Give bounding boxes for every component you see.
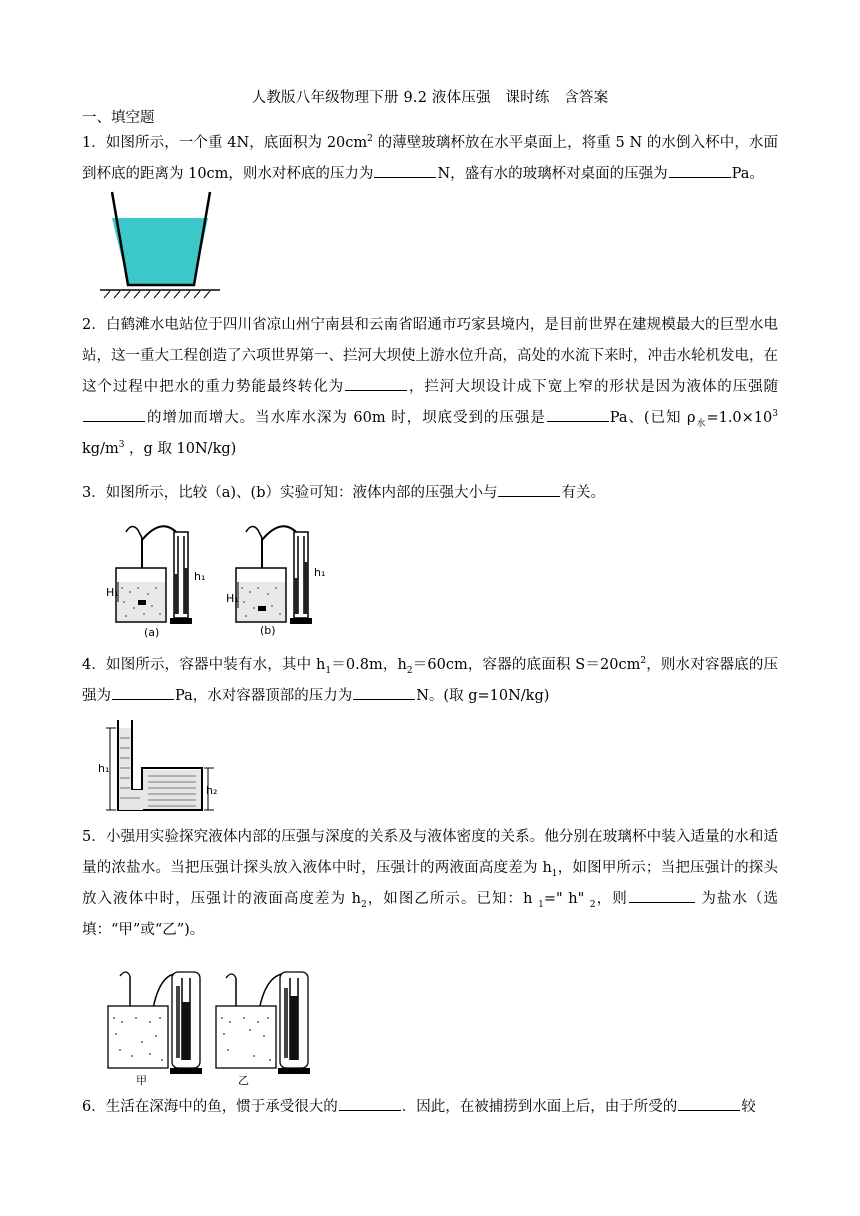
label-H1-a: H₁ (106, 586, 119, 599)
figure-manometer-jia-yi (106, 966, 312, 1086)
question-number: 4． (82, 657, 107, 673)
label-h1: h₁ (98, 762, 110, 775)
figure-manometer-ab (104, 518, 336, 642)
figure-glass-on-table (98, 190, 222, 300)
answer-blank[interactable] (339, 1096, 401, 1111)
apparatus-a (106, 526, 205, 639)
question-number: 6． (82, 1099, 106, 1115)
table-hatching (104, 291, 210, 298)
apparatus-yi (216, 972, 310, 1086)
label-H1-b: H₁ (226, 592, 239, 605)
label-jia: 甲 (136, 1074, 147, 1086)
answer-blank[interactable] (678, 1096, 740, 1111)
question-2: 2．白鹤滩水电站位于四川省凉山州宁南县和云南省昭通市巧家县境内，是目前世界在建规模最大的巨型水电站，这一重大工程创造了六项世界第一、拦河大坝使上游水位升高，高处的水流下来时，冲击水轮机发电，在这个过程中把水的重力势能最终转化为 ，拦河大坝设计成下宽上窄的形状是因为液体的压强随的增加而增大。当水库水深为 60m 时，坝底受到的压强是 Pa、(已知 $\rho_水=1.0\times 10^3$ $kg/m^3$ ，g 取 10N/kg) (82, 317, 779, 457)
question-5: 5．小强用实验探究液体内部的压强与深度的关系及与液体密度的关系。他分别在玻璃杯中装入适量的水和适量的浓盐水。当把压强计探头放入液体中时，压强计的两液面高度差为 $h_1$，如图甲所示；当把压强计的探头放入液体中时，压强计的液面高度差为 $h_2$，如图乙所示。已知：h $_1$=" h" $_2$，则 为盐水（选填：“甲”或“乙”)。 (82, 829, 779, 938)
page-title: 人教版八年级物理下册 9.2 液体压强 课时练 含答案 (251, 90, 609, 106)
answer-blank[interactable] (374, 163, 436, 178)
question-number: 3． (82, 485, 106, 501)
question-4: 4．如图所示，容器中装有水，其中 $h_1=0.8m$，$h_2=60cm$，容器的底面积 $S=20cm^2$，则水对容器底的压强为 Pa，水对容器顶部的压力为 N。(取 g=10N/kg) (82, 656, 778, 704)
answer-blank[interactable] (83, 407, 145, 422)
question-number: 5． (82, 829, 106, 845)
label-h1-a: h₁ (194, 570, 206, 583)
answer-blank[interactable] (547, 407, 609, 422)
label-b: (b) (260, 624, 276, 637)
label-a: (a) (144, 626, 160, 639)
figure-container-tube (98, 718, 222, 822)
answer-blank[interactable] (112, 685, 174, 700)
answer-blank[interactable] (629, 888, 695, 903)
answer-blank[interactable] (498, 482, 560, 497)
answer-blank[interactable] (353, 685, 415, 700)
question-3: 3．如图所示，比较（a)、(b）实验可知：液体内部的压强大小与 有关。 (82, 478, 778, 509)
label-yi: 乙 (238, 1074, 249, 1086)
question-6: 6．生活在深海中的鱼，惯于承受很大的 ．因此，在被捕捞到水面上后，由于所受的 较 (82, 1092, 778, 1123)
label-h2: h₂ (206, 784, 218, 797)
apparatus-b (226, 526, 325, 637)
apparatus-jia (108, 972, 202, 1086)
answer-blank[interactable] (345, 376, 407, 391)
question-number: 2． (82, 317, 106, 333)
answer-blank[interactable] (669, 163, 731, 178)
question-1: 1．如图所示，一个重 4N，底面积为 $20cm^2$ 的薄壁玻璃杯放在水平桌面上，将重 5 N 的水倒入杯中，水面到杯底的距离为 10cm，则水对杯底的压力为 N，盛有水的玻璃杯对桌面的压强为 Pa。 (82, 134, 778, 182)
section-heading: 一、填空题 (82, 110, 155, 126)
label-h1-b: h₁ (314, 566, 326, 579)
question-number: 1． (82, 135, 106, 151)
